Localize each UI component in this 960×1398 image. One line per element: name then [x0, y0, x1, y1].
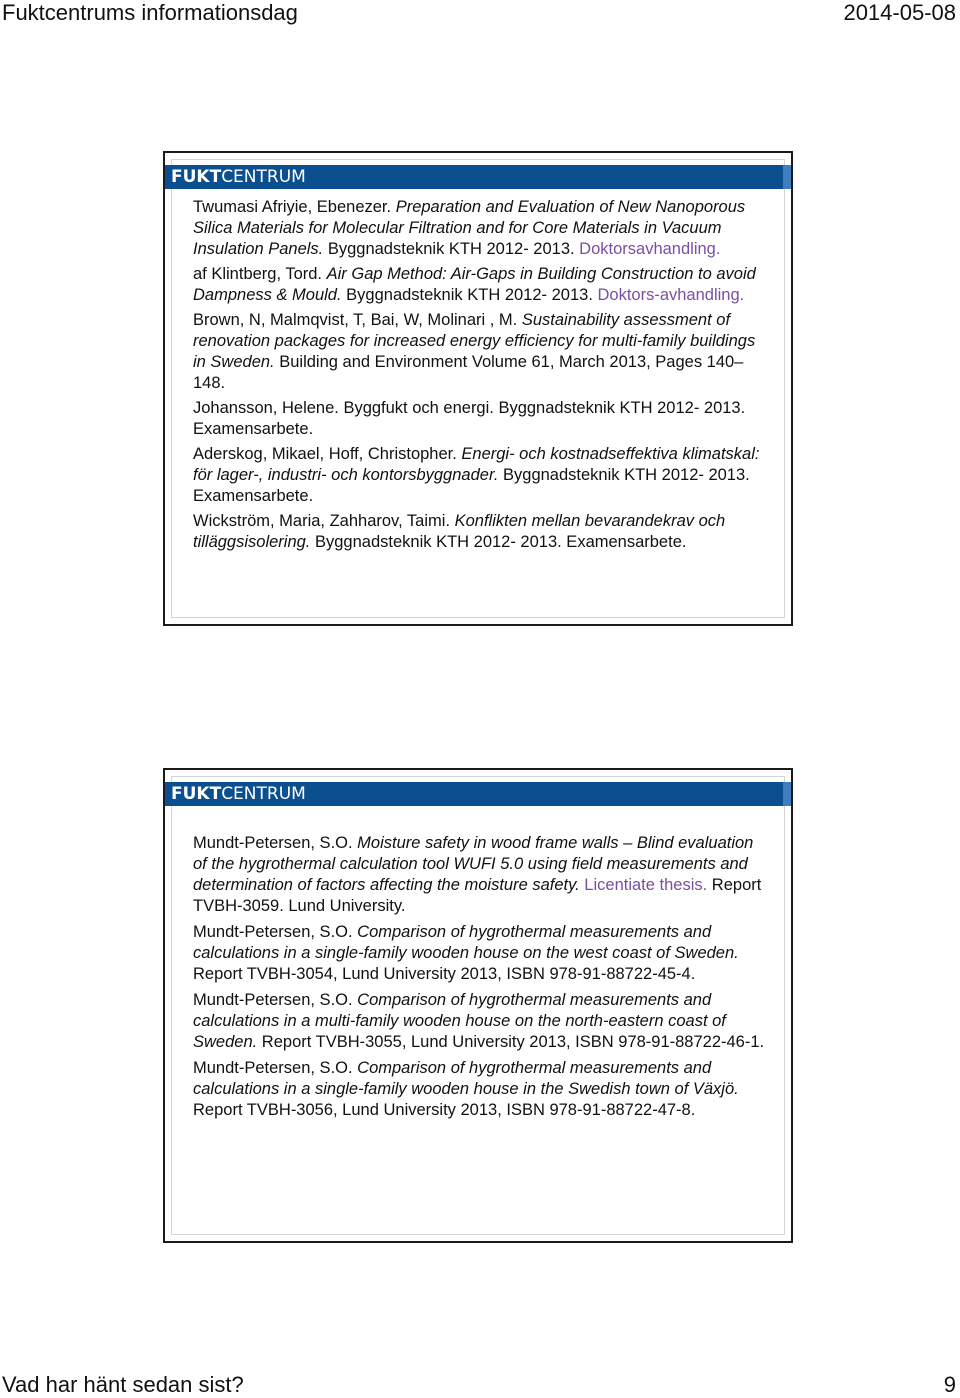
fuktcentrum-logo: FUKTCENTRUM: [171, 167, 306, 187]
section-caption: Vad har hänt sedan sist?: [2, 1372, 244, 1397]
document-date: 2014-05-08: [843, 0, 956, 25]
reference-item: Wickström, Maria, Zahharov, Taimi. Konflikten mellan bevarandekrav och tilläggsisolering. Byggnadsteknik KTH 2012- 2013. Examensarbete.: [193, 512, 726, 551]
reference-item: Mundt-Petersen, S.O. Comparison of hygrothermal measurements and calculations in a single-family wooden house on the west coast of Sweden. Report TVBH-3054, Lund University 2013, ISBN 978-91-88722-45-4.: [193, 923, 739, 983]
reference-item: Mundt-Petersen, S.O. Comparison of hygrothermal measurements and calculations in a multi-family wooden house on the north-eastern coast of Sweden. Report TVBH-3055, Lund University 2013, ISBN 978-91-88722-46-1.: [193, 991, 765, 1051]
slide-banner: [165, 165, 791, 189]
reference-item: Twumasi Afriyie, Ebenezer. Preparation and Evaluation of New Nanoporous Silica Materials for Molecular Filtration and for Core Materials in Vacuum Insulation Panels. Byggnadsteknik KTH 2012- 2013. Doktorsavhandling.: [193, 198, 746, 258]
reference-item: Aderskog, Mikael, Hoff, Christopher. Energi- och kostnadseffektiva klimatskal: för lager-, industri- och kontorsbyggnader. Byggnadsteknik KTH 2012- 2013. Examensarbete.: [193, 445, 760, 505]
document-title: Fuktcentrums informationsdag: [2, 0, 298, 25]
slide-1: [163, 151, 793, 626]
slide-banner: [165, 782, 791, 806]
reference-list: [193, 197, 767, 557]
fuktcentrum-logo: FUKTCENTRUM: [171, 784, 306, 804]
reference-item: Brown, N, Malmqvist, T, Bai, W, Molinari , M. Sustainability assessment of renovation packages for increased energy efficiency for multi-family buildings in Sweden. Building and Environment Volume 61, March 2013, Pages 140–148.: [193, 311, 756, 392]
page-footer: [0, 1372, 960, 1398]
slide-2: [163, 768, 793, 1243]
reference-item: Johansson, Helene. Byggfukt och energi. Byggnadsteknik KTH 2012- 2013. Examensarbete.: [193, 399, 746, 438]
banner-edge: [783, 165, 791, 189]
reference-item: Mundt-Petersen, S.O. Moisture safety in wood frame walls – Blind evaluation of the hygrothermal calculation tool WUFI 5.0 using field measurements and determination of factors affecting the moisture safety. Licentiate thesis. Report TVBH-3059. Lund University.: [193, 834, 762, 915]
page-number: 9: [943, 1372, 956, 1397]
reference-item: Mundt-Petersen, S.O. Comparison of hygrothermal measurements and calculations in a single-family wooden house in the Swedish town of Växjö. Report TVBH-3056, Lund University 2013, ISBN 978-91-88722-47-8.: [193, 1059, 739, 1119]
page-header: [0, 0, 960, 26]
reference-item: af Klintberg, Tord. Air Gap Method: Air-Gaps in Building Construction to avoid Dampness & Mould. Byggnadsteknik KTH 2012- 2013. Doktors-avhandling.: [193, 265, 756, 304]
reference-list: [193, 833, 767, 1126]
banner-edge: [783, 782, 791, 806]
